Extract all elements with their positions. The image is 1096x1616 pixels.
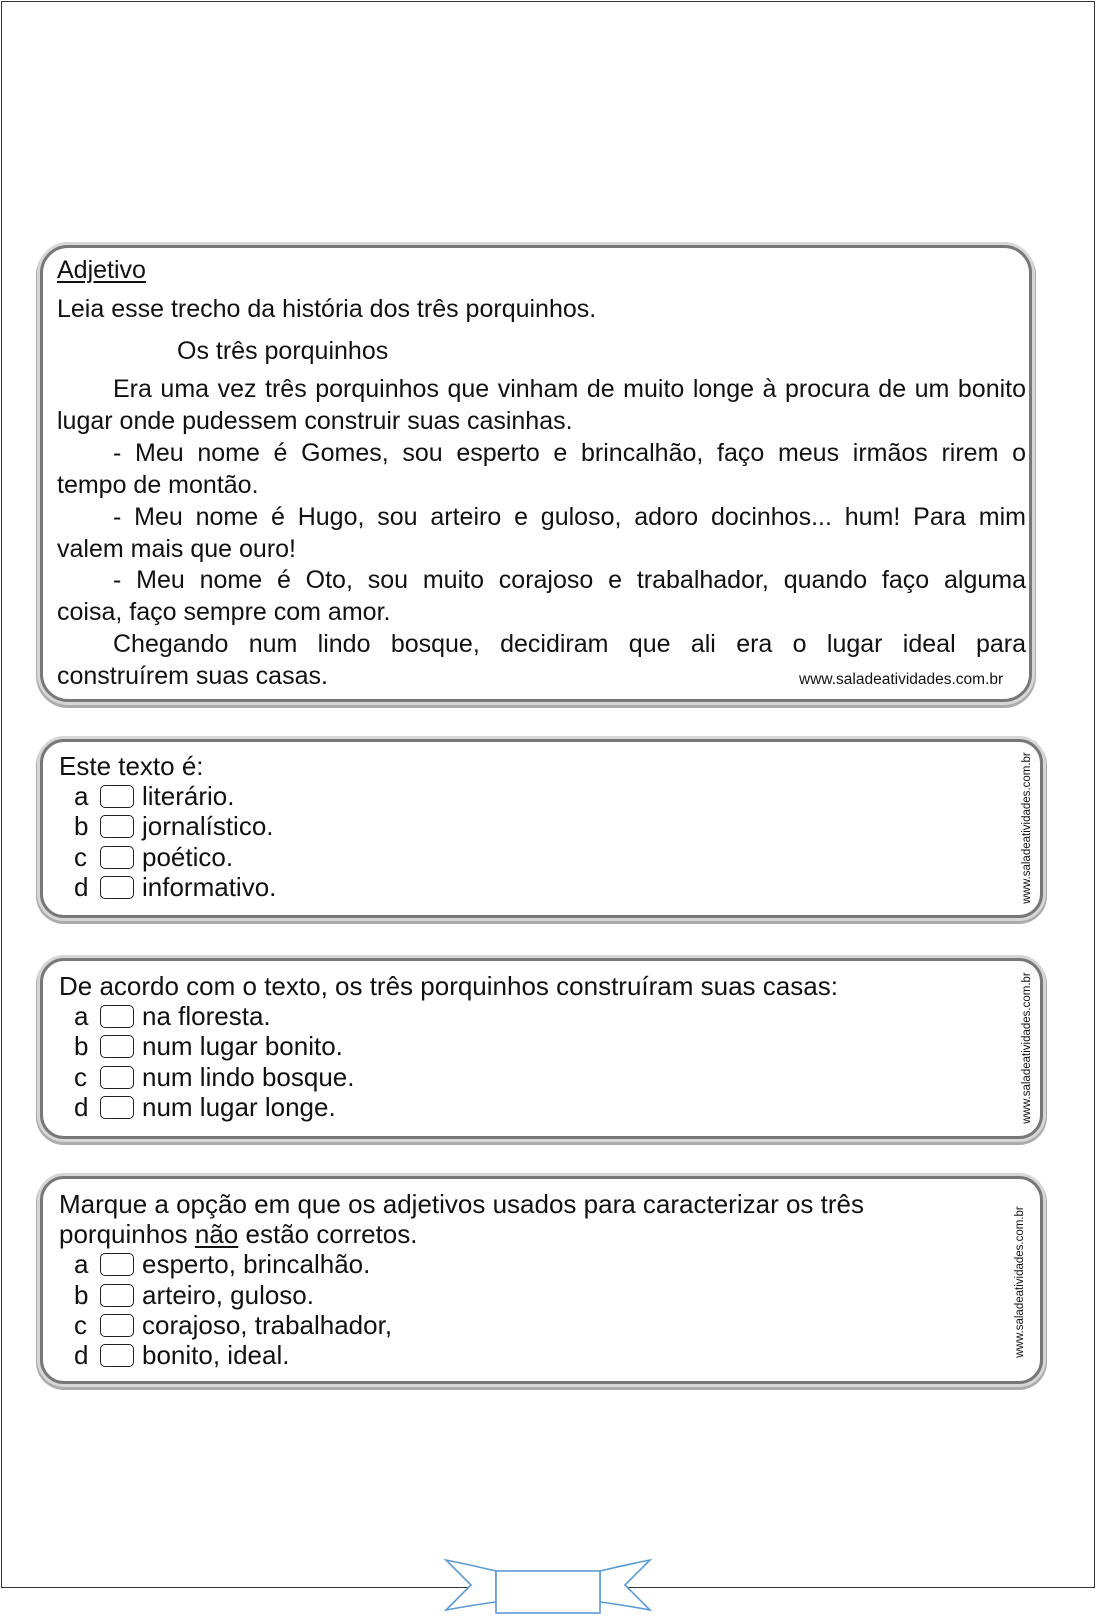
option-row — [43, 1310, 1040, 1340]
option-row — [43, 1032, 1040, 1062]
story-line: - Meu nome é Gomes, sou esperto e brincalhão, faço meus irmãos rirem o — [113, 438, 1026, 467]
option-text: corajoso, trabalhador, — [142, 1309, 393, 1340]
watermark-url-vertical: www.saladeatividades.com.br — [1014, 1206, 1026, 1358]
ribbon-left-tail — [446, 1560, 496, 1610]
section-title: Adjetivo — [57, 256, 146, 284]
checkbox-icon[interactable] — [100, 1253, 134, 1276]
checkbox-icon[interactable] — [100, 1035, 134, 1058]
prompt-text: estão corretos. — [238, 1219, 418, 1250]
option-row — [43, 1062, 1040, 1092]
watermark-url-vertical: www.saladeatividades.com.br — [1021, 972, 1033, 1124]
option-text: bonito, ideal. — [142, 1340, 290, 1371]
question-prompt: Marque a opção em que os adjetivos usados para caracterizar os três — [59, 1189, 864, 1219]
option-row — [43, 1280, 1040, 1310]
question-box-1 — [40, 739, 1043, 918]
option-row — [43, 812, 1040, 842]
story-line: - Meu nome é Hugo, sou arteiro e guloso, adoro docinhos... hum! Para mim — [113, 502, 1026, 531]
story-line: valem mais que ouro! — [57, 534, 297, 563]
question-prompt: Este texto é: — [59, 751, 204, 781]
option-text: arteiro, guloso. — [142, 1279, 314, 1310]
story-line: tempo de montão. — [57, 470, 259, 499]
watermark-url: www.saladeatividades.com.br — [799, 671, 1004, 688]
option-row — [43, 781, 1040, 811]
option-row — [43, 1092, 1040, 1122]
option-text: poético. — [142, 841, 234, 872]
option-letter: b — [74, 1279, 89, 1310]
checkbox-icon[interactable] — [100, 876, 134, 899]
story-line: lugar onde pudessem construir suas casinhas. — [57, 406, 573, 435]
checkbox-icon[interactable] — [100, 1284, 134, 1307]
question-box-3 — [40, 1176, 1043, 1384]
reading-instruction: Leia esse trecho da história dos três porquinhos. — [57, 295, 597, 323]
story-line: Chegando num lindo bosque, decidiram que ali era o lugar ideal para — [113, 630, 1026, 659]
story-line: coisa, faço sempre com amor. — [57, 598, 391, 627]
checkbox-icon[interactable] — [100, 1096, 134, 1119]
option-text: jornalístico. — [142, 811, 274, 842]
checkbox-icon[interactable] — [100, 1005, 134, 1028]
option-text: num lugar longe. — [142, 1091, 336, 1122]
story-paragraph — [57, 502, 1026, 566]
section-title-line — [57, 254, 1026, 286]
option-letter: d — [74, 871, 89, 902]
checkbox-icon[interactable] — [100, 1314, 134, 1337]
prompt-text: porquinhos — [59, 1219, 195, 1250]
story-line: Era uma vez três porquinhos que vinham de muito longe à procura de um bonito — [113, 375, 1026, 403]
option-letter: a — [74, 780, 89, 811]
checkbox-icon[interactable] — [100, 846, 134, 869]
option-letter: b — [74, 811, 89, 842]
option-letter: d — [74, 1340, 89, 1371]
option-text: literário. — [142, 780, 235, 811]
option-letter: c — [74, 841, 87, 872]
question-prompt-line2 — [43, 1219, 1040, 1249]
option-letter: c — [74, 1061, 87, 1092]
option-text: informativo. — [142, 871, 277, 902]
checkbox-icon[interactable] — [100, 1066, 134, 1089]
checkbox-icon[interactable] — [100, 815, 134, 838]
prompt-emphasis: não — [194, 1219, 239, 1250]
story-paragraph — [57, 565, 1026, 629]
option-text: na floresta. — [142, 1000, 271, 1031]
option-letter: d — [74, 1091, 89, 1122]
option-letter: c — [74, 1309, 87, 1340]
story-paragraph — [57, 438, 1026, 502]
story-line: construírem suas casas. — [57, 662, 328, 691]
option-letter: b — [74, 1031, 89, 1062]
option-row — [43, 842, 1040, 872]
ribbon-center — [496, 1571, 600, 1613]
ribbon-right-tail — [600, 1560, 650, 1610]
option-text: num lugar bonito. — [142, 1031, 343, 1062]
story-title: Os três porquinhos — [177, 337, 389, 365]
option-row — [43, 872, 1040, 902]
option-row — [43, 1250, 1040, 1280]
option-row — [43, 1340, 1040, 1370]
option-letter: a — [74, 1249, 89, 1280]
option-text: num lindo bosque. — [142, 1061, 355, 1092]
story-line: - Meu nome é Oto, sou muito corajoso e trabalhador, quando faço alguma — [113, 566, 1026, 595]
ribbon-banner-icon — [443, 1556, 653, 1614]
checkbox-icon[interactable] — [100, 1344, 134, 1367]
question-box-2 — [40, 958, 1043, 1139]
option-row — [43, 1001, 1040, 1031]
question-prompt: De acordo com o texto, os três porquinhos construíram suas casas: — [59, 971, 838, 1001]
option-text: esperto, brincalhão. — [142, 1249, 371, 1280]
option-letter: a — [74, 1000, 89, 1031]
checkbox-icon[interactable] — [100, 785, 134, 808]
reading-box — [40, 245, 1032, 702]
story-paragraph — [57, 374, 1026, 438]
watermark-url-vertical: www.saladeatividades.com.br — [1021, 752, 1033, 904]
